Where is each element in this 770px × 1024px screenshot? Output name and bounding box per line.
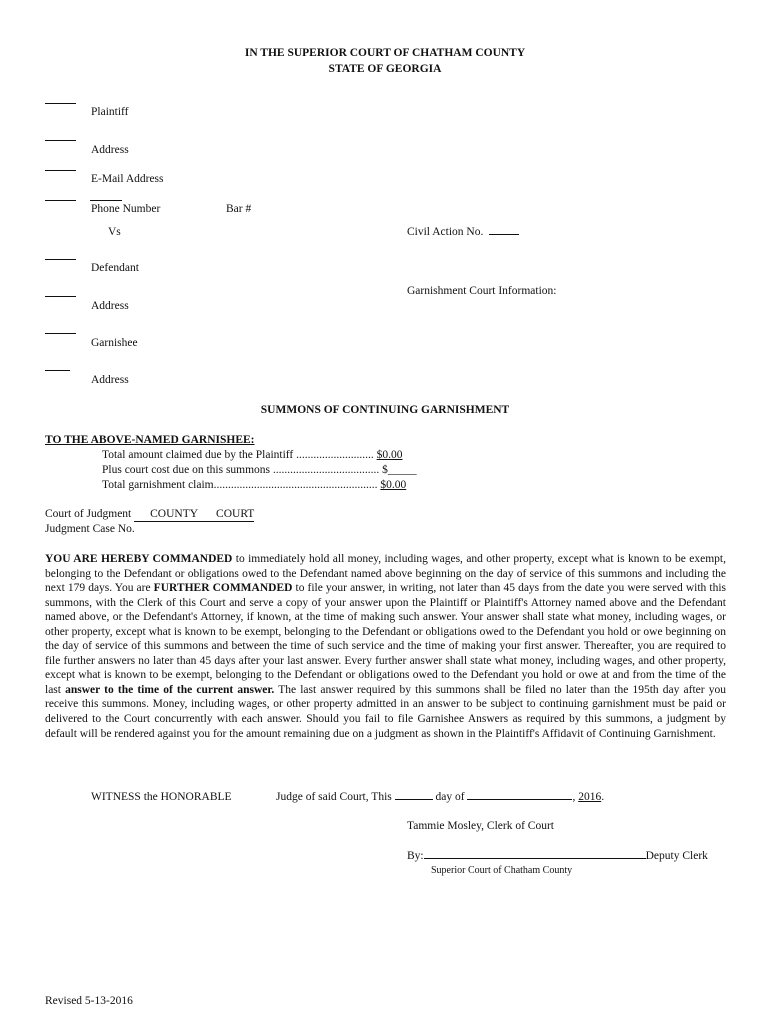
- garnishment-info-label: Garnishment Court Information:: [407, 285, 557, 297]
- clerk-name: Tammie Mosley, Clerk of Court: [407, 820, 554, 832]
- revised-date: Revised 5-13-2016: [45, 995, 133, 1007]
- garnishee-label: Garnishee: [91, 337, 138, 349]
- claim-row-1: [102, 449, 403, 462]
- judgment-case-label: Judgment Case No.: [45, 523, 135, 535]
- phone-label: Phone Number: [91, 203, 161, 215]
- body-text-1: to immediately hold all money, including wages, and other property, except what is known to be exempt, belonging to the Defendant or obligations owed to the Defendant named above beginning on the day of service of this summons and including the next 179 days. You are: [45, 553, 726, 595]
- phone-blank[interactable]: [45, 200, 76, 201]
- defendant-label: Defendant: [91, 262, 139, 274]
- bar-label: Bar #: [226, 203, 252, 215]
- civil-action-text: Civil Action No.: [407, 226, 484, 238]
- year-text: 2016: [578, 791, 602, 803]
- court-of-judgment-row: [45, 508, 254, 522]
- court-of-judgment-label: Court of Judgment: [45, 508, 132, 520]
- judge-text: Judge of said Court, This: [276, 791, 392, 803]
- by-label: By:: [407, 850, 424, 862]
- claim-value[interactable]: $0.00: [380, 479, 407, 491]
- court-title-line1: IN THE SUPERIOR COURT OF CHATHAM COUNTY: [244, 47, 526, 59]
- claim-label: Plus court cost due on this summons .....................................: [102, 464, 380, 476]
- deputy-signature-row: [407, 850, 708, 863]
- month-blank[interactable]: [467, 799, 572, 800]
- summons-title: SUMMONS OF CONTINUING GARNISHMENT: [260, 404, 510, 416]
- claim-row-3: [102, 479, 406, 492]
- claim-label: Total amount claimed due by the Plaintiff ...........................: [102, 449, 374, 461]
- plaintiff-label: Plaintiff: [91, 106, 129, 118]
- body-bold-3: answer to the time of the current answer.: [65, 683, 275, 696]
- email-label: E-Mail Address: [91, 173, 164, 185]
- address2-blank[interactable]: [45, 296, 76, 297]
- address2-label: Address: [91, 300, 129, 312]
- summons-body-paragraph: [45, 552, 726, 741]
- witness-label: WITNESS the HONORABLE: [91, 791, 232, 803]
- civil-action-label: [407, 226, 519, 239]
- garnishee-blank[interactable]: [45, 333, 76, 334]
- address3-label: Address: [91, 374, 129, 386]
- plaintiff-blank[interactable]: [45, 103, 76, 104]
- court-name-caption: Superior Court of Chatham County: [431, 865, 573, 876]
- body-text-3: The last answer required by this summons shall be filed no later than the 195th day after you receive this summons. Money, including wages, or other property admitted in an answer to be subject to continuing garnishment must be paid or delivered to the Court concurrently with each answer. Should you fail to file Garnishee Answers as required by this summons, a judgment by default will be rendered against you for the amount remaining due on a judgment as shown in the Plaintiff's Affidavit of Continuing Garnishment.: [45, 683, 726, 740]
- claim-row-2: [102, 464, 417, 477]
- claim-value[interactable]: $_____: [382, 464, 417, 476]
- claim-value[interactable]: $0.00: [376, 449, 403, 461]
- phone-blank-2[interactable]: [90, 200, 122, 201]
- body-bold-2: FURTHER COMMANDED: [153, 582, 293, 595]
- witness-date-row: Judge of said Court, This day of , 2016.: [276, 791, 605, 803]
- address1-label: Address: [91, 144, 129, 156]
- deputy-signature-line[interactable]: [424, 858, 646, 859]
- court-of-judgment-value1[interactable]: COUNTY: [134, 508, 216, 522]
- vs-label: Vs: [108, 226, 121, 238]
- to-garnishee-heading: TO THE ABOVE-NAMED GARNISHEE:: [45, 434, 255, 446]
- day-of-text: day of: [435, 791, 465, 803]
- email-blank[interactable]: [45, 170, 76, 171]
- address3-blank[interactable]: [45, 370, 70, 371]
- claim-label: Total garnishment claim.........................................................: [102, 479, 378, 491]
- body-text-2: to file your answer, in writing, not later than 45 days from the date you were served with this summons, with the Clerk of this Court and serve a copy of your answer upon the Plaintiff or Plaintiff's Attorney named above and the Defendant named above, or the Defendant's Attorney, if known, at the time of making such answer. Your answer shall state what money, including wages, or other property, except what is known to be exempt, belonging to the Defendant or obligations owed to the Defendant you hold or owe beginning on the day of service of this summons and between the time of such service and the time of making your first answer. Thereafter, you are required to file further answers no later than 45 days after your last answer. Every further answer shall state what money, including wages, and other property, except what is known to be exempt, belonging to the Defendant or obligations owed to the Defendant you hold or owe at and from the time of the last: [45, 582, 726, 696]
- body-bold-1: YOU ARE HEREBY COMMANDED: [45, 553, 233, 565]
- court-title-line2: STATE OF GEORGIA: [328, 63, 442, 75]
- address1-blank[interactable]: [45, 140, 76, 141]
- civil-action-blank[interactable]: [489, 234, 519, 235]
- court-of-judgment-value2[interactable]: COURT: [216, 508, 254, 522]
- defendant-blank[interactable]: [45, 259, 76, 260]
- deputy-clerk-label: Deputy Clerk: [645, 850, 708, 862]
- day-blank[interactable]: [395, 799, 433, 800]
